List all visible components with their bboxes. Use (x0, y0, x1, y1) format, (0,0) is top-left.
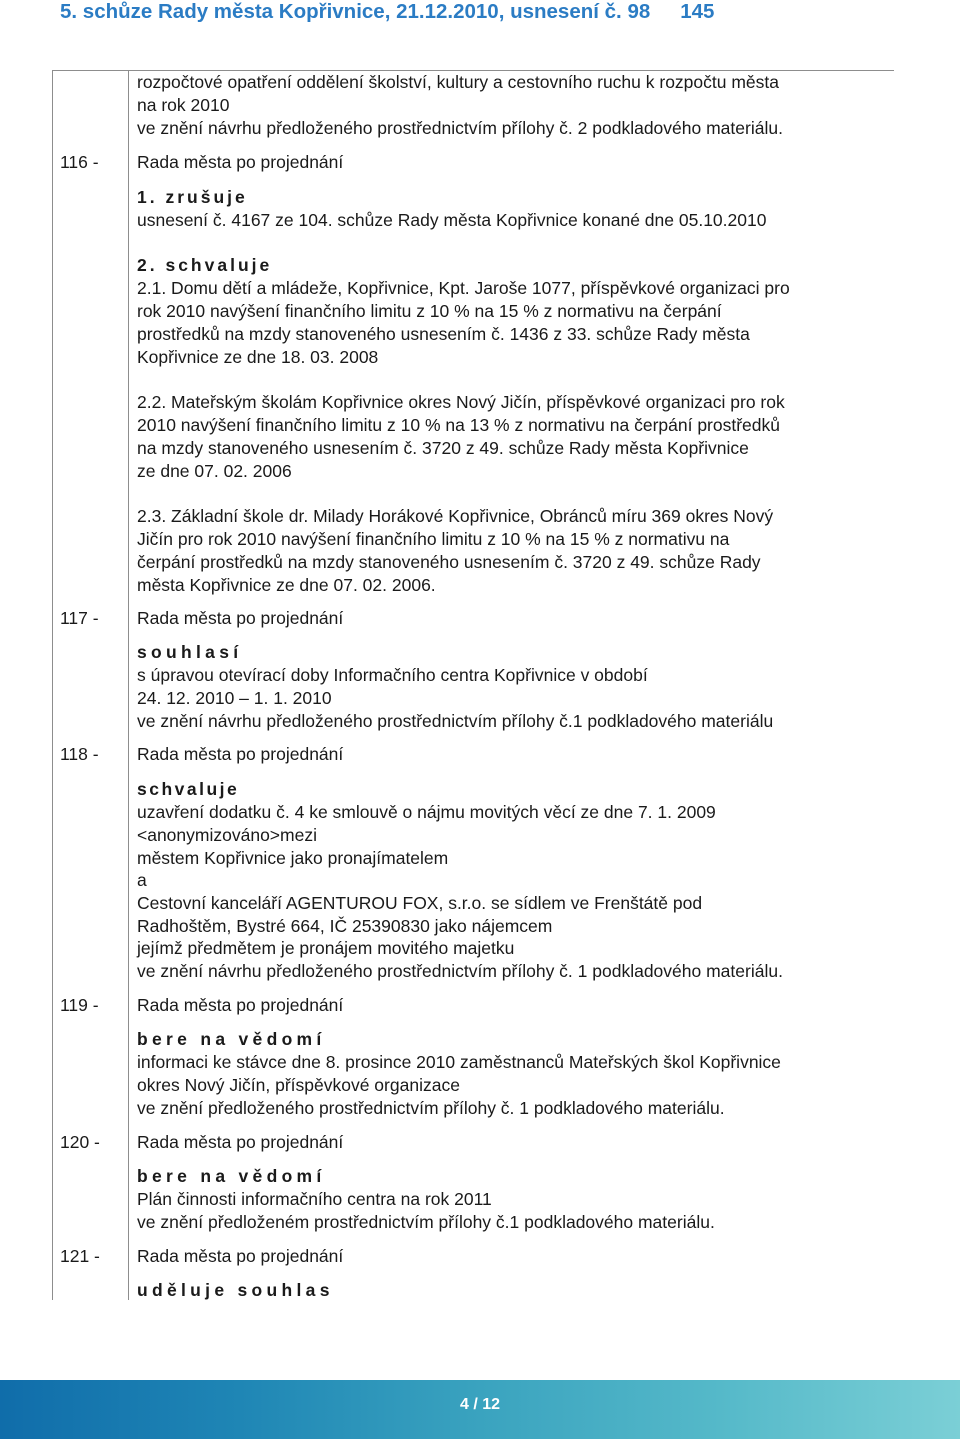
paragraph-line: Cestovní kanceláří AGENTUROU FOX, s.r.o. se sídlem ve Frenštátě pod (137, 893, 703, 913)
resolution-heading: Rada města po projednání (137, 995, 344, 1015)
resolution-heading: Rada města po projednání (137, 1246, 344, 1266)
paragraph-line: rok 2010 navýšení finančního limitu z 10 % na 15 % z normativu na čerpání (137, 301, 722, 321)
resolution-heading: Rada města po projednání (137, 744, 344, 764)
paragraph-line: uzavření dodatku č. 4 ke smlouvě o nájmu movitých věcí ze dne 7. 1. 2009 (137, 802, 716, 822)
document-header (60, 0, 714, 26)
paragraph-line: ve znění předloženého prostřednictvím přílohy č. 1 podkladového materiálu. (137, 1098, 725, 1118)
paragraph-line: 2010 navýšení finančního limitu z 10 % na 13 % z normativu na čerpání prostředků (137, 415, 781, 435)
paragraph-line: okres Nový Jičín, příspěvkové organizace (137, 1075, 460, 1095)
resolution-heading: Rada města po projednání (137, 152, 344, 172)
resolution-number-118: 118 - (60, 744, 99, 764)
resolution-keyword: 2. schvaluje (137, 255, 273, 275)
paragraph-line: prostředků na mzdy stanoveného usnesením č. 1436 z 33. schůze Rady města (137, 324, 750, 344)
paragraph-line: jejímž předmětem je pronájem movitého majetku (137, 938, 515, 958)
paragraph-line: na mzdy stanoveného usnesením č. 3720 z 49. schůze Rady města Kopřivnice (137, 438, 749, 458)
paragraph-line: Plán činnosti informačního centra na rok 2011 (137, 1189, 492, 1209)
resolution-number-116: 116 - (60, 152, 99, 172)
resolution-number-120: 120 - (60, 1132, 100, 1152)
paragraph-line: 2.1. Domu dětí a mládeže, Kopřivnice, Kpt. Jaroše 1077, příspěvkové organizaci pro (137, 278, 790, 298)
column-divider (128, 70, 129, 1300)
resolution-number-121: 121 - (60, 1246, 100, 1266)
paragraph-line: městem Kopřivnice jako pronajímatelem (137, 848, 449, 868)
resolution-keyword: bere na vědomí (137, 1166, 326, 1186)
intro-line: ve znění návrhu předloženého prostřednictvím přílohy č. 2 podkladového materiálu. (137, 118, 783, 138)
resolution-keyword: 1. zrušuje (137, 187, 248, 207)
paragraph-line: s úpravou otevírací doby Informačního centra Kopřivnice v období (137, 665, 648, 685)
paragraph-line: ve znění návrhu předloženého prostřednictvím přílohy č. 1 podkladového materiálu. (137, 961, 783, 981)
intro-line: rozpočtové opatření oddělení školství, kultury a cestovního ruchu k rozpočtu města (137, 72, 780, 92)
paragraph-line: Kopřivnice ze dne 18. 03. 2008 (137, 347, 379, 367)
paragraph-line: 2.2. Mateřským školám Kopřivnice okres Nový Jičín, příspěvkové organizaci pro rok (137, 392, 785, 412)
paragraph-line: Radhoštěm, Bystré 664, IČ 25390830 jako nájemcem (137, 916, 553, 936)
resolution-keyword: schvaluje (137, 779, 240, 799)
resolution-number-117: 117 - (60, 608, 99, 628)
header-page-total: 145 (680, 0, 715, 23)
paragraph-line: ze dne 07. 02. 2006 (137, 461, 292, 481)
paragraph-line: ve znění předloženém prostřednictvím přílohy č.1 podkladového materiálu. (137, 1212, 715, 1232)
resolution-keyword: souhlasí (137, 642, 243, 662)
paragraph-line: města Kopřivnice ze dne 07. 02. 2006. (137, 575, 436, 595)
resolution-keyword: bere na vědomí (137, 1029, 326, 1049)
paragraph-line: <anonymizováno>mezi (137, 825, 317, 845)
paragraph-line: čerpání prostředků na mzdy stanoveného usnesením č. 3720 z 49. schůze Rady (137, 552, 761, 572)
paragraph-line: 2.3. Základní škole dr. Milady Horákové Kopřivnice, Obránců míru 369 okres Nový (137, 506, 774, 526)
resolution-number-119: 119 - (60, 995, 99, 1015)
paragraph-line: Jičín pro rok 2010 navýšení finančního limitu z 10 % na 15 % z normativu na (137, 529, 730, 549)
resolution-heading: Rada města po projednání (137, 1132, 344, 1152)
paragraph-line: 24. 12. 2010 – 1. 1. 2010 (137, 688, 332, 708)
paragraph-line: ve znění návrhu předloženého prostřednictvím přílohy č.1 podkladového materiálu (137, 711, 774, 731)
resolution-heading: Rada města po projednání (137, 608, 344, 628)
page-number: 4 / 12 (459, 1396, 501, 1413)
paragraph-line: usnesení č. 4167 ze 104. schůze Rady města Kopřivnice konané dne 05.10.2010 (137, 210, 767, 230)
resolution-keyword: uděluje souhlas (137, 1280, 334, 1300)
intro-line: na rok 2010 (137, 95, 230, 115)
paragraph-line: a (137, 870, 147, 890)
header-title: 5. schůze Rady města Kopřivnice, 21.12.2010, usnesení č. 98 (60, 0, 651, 23)
paragraph-line: informaci ke stávce dne 8. prosince 2010 zaměstnanců Mateřských škol Kopřivnice (137, 1052, 781, 1072)
